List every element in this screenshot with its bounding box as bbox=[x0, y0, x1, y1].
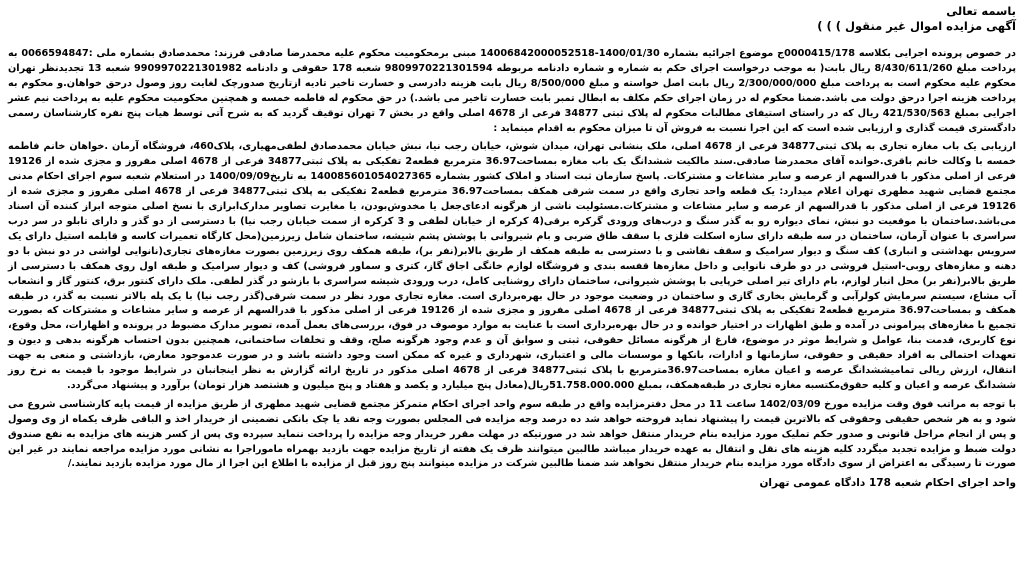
auction-notice bbox=[8, 4, 1016, 572]
auction-terms-paragraph: با توجه به مراتب فوق وقت مزایده مورخ 1402/03/09 ساعت 11 در محل دفترمزایده واقع در طبقه سوم واحد اجرای احکام متمرکز مجتمع قضایی شهید مطهری از طریق مزایده از قیمت پایه کارشناسی شروع می شود و به هر شخص حقیقی وحقوقی که بالاترین قیمت را پیشنهاد نماید فروخته خواهد شد ده درصد وجه مزایده فی المجلس بصورت وجه نقد یا چک بانکی تضمینی از خریدار اخذ و الباقی ظرف یکماه از وی وصول و پس از انجام مراحل قانونی و صدور حکم تملیک مورد مزایده بنام خریدار منتقل خواهد شد در صورتیکه در مهلت مقرر خریدار وجه مزایده را پرداخت ننماید سپرده وی پس از کسر هزینه های مزایده به نفع صندوق دولت ضبط و مزایده تجدید میگردد کلیه هزینه های نقل و انتقال به عهده خریدار میباشد طالبین میتوانند ظرف یک هفته از تاریخ مزایده جهت بازدید بهمراه ماموراجرا به نشانی مورد مزایده مراجعه نمایند در غیر این صورت تا رسیدگی به اعتراض از سوی دادگاه مورد مزایده بنام خریدار منتقل نخواهد شد ضمنا طالبین شرکت در مزایده میتوانند پنج روز قبل از مزایده با اطلاع این اجرا از مال مورد مزایده بازدید نمایند./ bbox=[8, 398, 1016, 470]
notice-title: آگهی مزایده اموال غیر منقول ) ) ) bbox=[817, 19, 1016, 33]
invocation-heading: باسمه تعالی bbox=[946, 4, 1016, 18]
case-details-paragraph: در خصوص پرونده اجرایی بکلاسه 0000415/178ج موضوع اجرائیه بشماره 1400/01/30-14006842000052518 مبنی برمحکومیت محکوم علیه محمدرضا صادقی فرزند: محمدصادق بشماره ملی :0066594847 به پرداخت مبلغ 8/430/611/260 ریال بابت( به موجب درخواست اجرای حکم به شماره و شماره دادنامه مربوطه 9809970221301594 شعبه 178 حقوقی و دادنامه 9909970221301982 شعبه 13 تجدیدنظر تهران محکوم علیه محکوم است به پرداخت مبلغ 2/300/000/000 ریال بابت اصل خواسته و مبلغ 8/500/000 ریال بابت هزینه دادرسی و خسارت تاخیر تادیه ازتاریخ صدورچک لغایت روز وصول درحق خواهان.و محکوم به پرداخت هزینه اجرا درحق دولت می باشد.ضمنا محکوم له در زمان اجرای حکم مکلف به ابطال تمبر بابت خسارت تاخیر می باشد.) در حق محکوم له فاطمه خمسه و همچنین محکومیت محکوم علیه به پرداخت نیم عشر اجرایی بمبلغ 421/530/563 ریال که در راستای استیفای مطالبات محکوم له پلاک ثبتی 34877 فرعی از 4678 اصلی واقع در بخش 7 تهران توقیف گردید که به شرح آتی توسط هیات پنج نفره کارشناسان رسمی دادگستری قیمت گذاری و ارزیابی شده است که این اجرا نسبت به فروش آن تا میزان محکوم به اقدام مینماید : bbox=[8, 48, 1016, 134]
spacer bbox=[8, 34, 1016, 47]
property-appraisal-paragraph: ارزیابی یک باب مغازه تجاری به پلاک ثبتی34877 فرعی از 4678 اصلی، ملک بنشانی تهران، میدان شوش، خیابان رجب نیا، نبش خیابان محمدصادق لطفی‌مهیاری، پلاک460، فروشگاه آرمان .خواهان خانم فاطمه خمسه با وکالت خانم باقری.خوانده آقای محمدرضا صادقی.سند مالکیت ششدانگ یک باب مغازه بمساحت36.97 مترمربع قطعه2 تفکیکی به پلاک ثبتی34877 فرعی از 4678 اصلی مفروز و مجزی شده از 19126 فرعی از اصلی مذکور با قدرالسهم از عرصه و سایر مشاعات و مشترکات. پاسخ سازمان ثبت اسناد و املاک کشور بشماره 140085601054027365 به تاریخ1400/09/09 در استعلام شعبه سوم اجرای احکام مدنی مجتمع قضایی شهید مطهری تهران اعلام میدارد: یک قطعه واحد تجاری واقع در سمت شرقی همکف بمساحت36.97 مترمربع قطعه2 تفکیکی به پلاک ثبتی34877 فرعی از 4678 اصلی مفروز و مجزی شده از 19126 فرعی از اصلی مذکور با قدرالسهم از عرصه و سایر مشاعات و مشترکات.مسئولیت ناشی از هرگونه ادعای‌جعل یا مخدوش‌بودن، یا مغایرت تصاویر مدارک‌ابرازی با نسخ اصلی متوجه ابراز کننده آن اسناد می‌باشد.ساختمان با موقعیت دو نبش، نمای دیواره رو به گذر سنگ و درب‌های ورودی گرکره برقی(4 کرکره از خیابان لطفی و 3 کرکره از سمت خیابان رجب نیا) با دسترسی از دو گذر و دارای تابلو در سر درب سراسری با عنوان آرمان، ساختمان در سه طبقه دارای سازه اسکلت فلزی با سقف طاق ضربی و بام شیروانی با پوشش پشم شیشه، ساختمان شامل زیرزمین(محل کارگاه تعمیرات کاسه و قابلمه استیل دارای یک سرویس بهداشتی و انباری) کف سنگ و دیوار سرامیک و سقف نقاشی و با دسترسی به طبقه همکف از طریق بالابر(نفر بر)، طبقه همکف روی زیرزمین بصورت مغازه‌های تجاری(نانوایی لواشی در دو نبش با دو دهنه و مغازه‌های روبی-استیل فروشی در دو طرف نانوایی و داخل مغازه‌ها قفسه بندی و فروشگاه لوازم خانگی اجاق گاز، کتری و سماور فروشی) کف و دیوار سرامیک و طبقه اول روی همکف با دسترسی از طریق بالابر(نفر بر) محل انبار لوازم، بام دارای تیر اصلی خرپایی با پوشش شیروانی، ساختمان دارای روشنایی کامل، درب ورودی شیشه سراسری با بازشو در گذر لطفی. ملک دارای کنتور برق، کنتور گاز و انشعاب آب مشاع، سیستم سرمایش کولرآبی و گرمایش بخاری گازی و ساختمان در وضعیت موجود در حال بهره‌برداری است. مغازه تجاری مورد نظر در سمت شرقی(گذر رجب نیا) با یک پله بالاتر نسبت به گذر، در طبقه همکف و بمساحت36.97 مترمربع قطعه2 تفکیکی به پلاک ثبتی34877 فرعی از 4678 اصلی مفروز و مجزی شده از 19126 فرعی از اصلی مذکور با قدرالسهم از عرصه و سایر مشاعات و مشترکات که بصورت تجمیع با مغازه‌های پیرامونی در آمده و طبق اظهارات در اختیار خوانده و در حال بهره‌برداری است با عنایت به موارد موصوف در فوق، بررسی‌های بعمل آمده، تصویر مدارک مضبوط در پرونده و اظهارات، محل وقوع، نوع کاربری، قدمت بنا، عوامل و شرایط موثر در موضوع، فارغ از هرگونه مسائل حقوقی، ثبتی و سوابق آن و عدم وجود هرگونه صلح، وقف و تخلفات ساختمانی، همچنین بدون احتساب هرگونه بدهی و دیون و تعهدات احتمالی به افراد حقیقی و حقوقی، سازمانها و ادارات، بانکها و موسسات مالی و اعتباری، شهرداری و غیره که ممکن است وجود داشته باشد و در صورت عدموجود معارض، بازداشتی و منعی به جهت انتقال، ارزش ریالی تمامیششدانگ عرصه و اعیان مغازه بمساحت36.97مترمربع با پلاک ثبتی34877 فرعی از 4678 اصلی مذکور در تاریخ ارائه گزارش به نظر اینجانبان در شرایط موجود با قیمت به نرخ روز ششدانگ عرصه و اعیان و کلیه حقوق‌مکتسبه مغازه تجاری در طبقه‌همکف، بمبلغ 51.758.000.000ریال(معادل پنج میلیارد و یکصد و هفتاد و پنج میلیون و هشتصد هزار تومان) برآورد و پیشنهاد می‌گردد. bbox=[8, 141, 1017, 391]
issuer-signature: واحد اجرای احکام شعبه 178 دادگاه عمومی تهران bbox=[759, 477, 1016, 490]
